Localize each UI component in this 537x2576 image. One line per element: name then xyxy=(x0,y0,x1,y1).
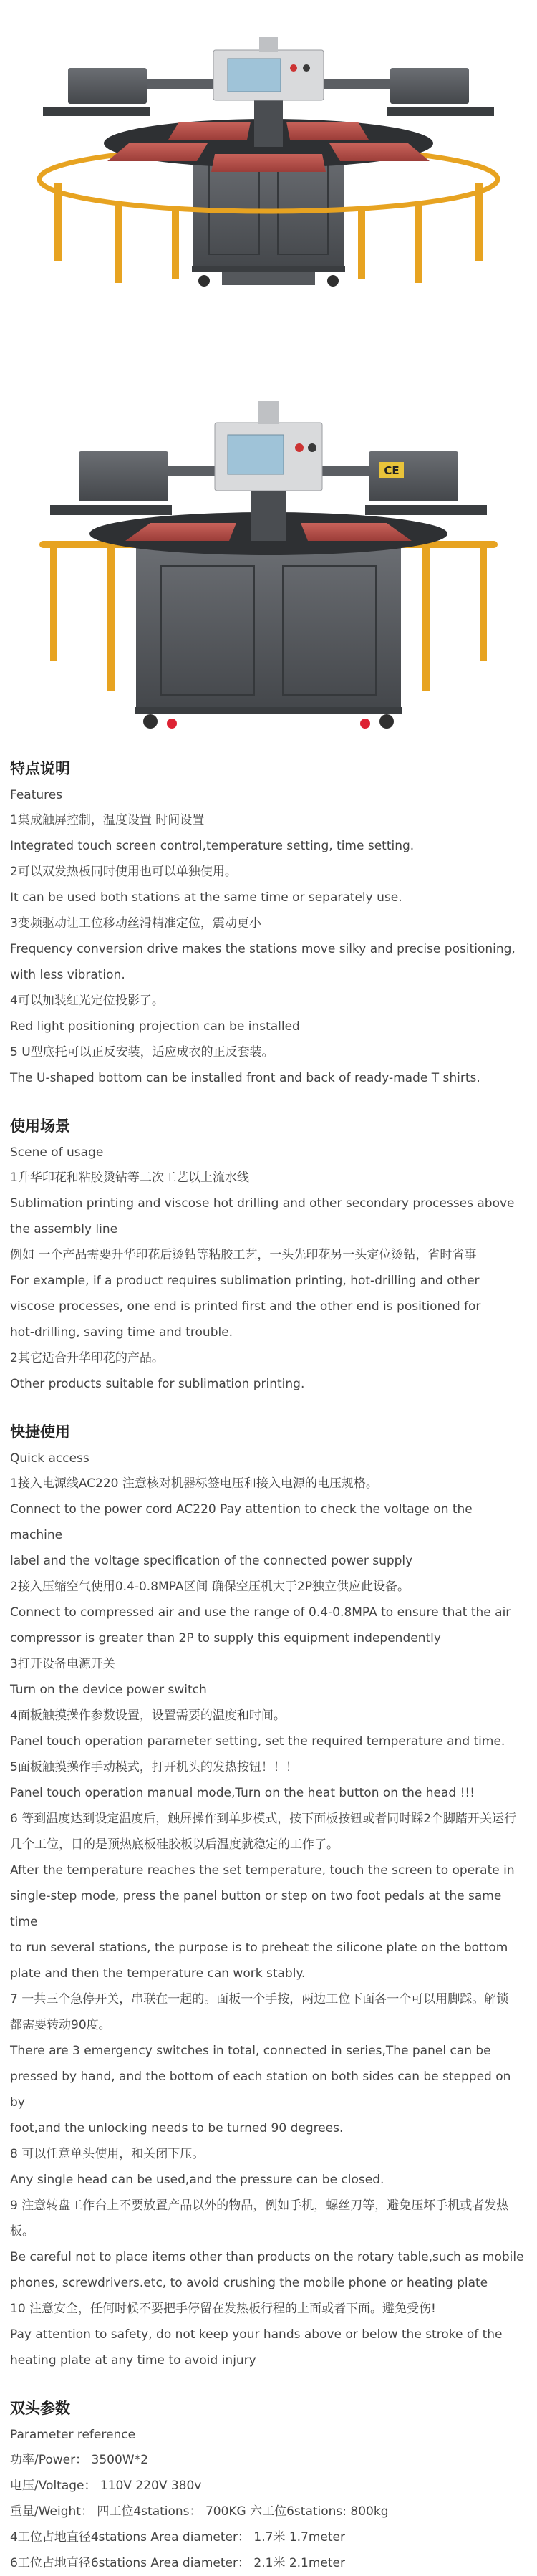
param-area-6stations: 6工位占地直径6stations Area diameter： 2.1米 2.1meter xyxy=(10,2556,345,2570)
text-line: 例如 一个产品需要升华印花后烫钻等粘胶工艺，一头先印花另一头定位烫钻，省时省事 xyxy=(10,1248,477,1262)
text-line: 2其它适合升华印花的产品。 xyxy=(10,1351,164,1365)
text-line: Other products suitable for sublimation printing. xyxy=(10,1377,305,1391)
text-line: Frequency conversion drive makes the stations move silky and precise positioning, xyxy=(10,942,516,956)
section-subtitle: Parameter reference xyxy=(10,2428,136,2442)
text-line: with less vibration. xyxy=(10,968,125,982)
machine-photo-bottom xyxy=(0,369,537,745)
text-line: The U-shaped bottom can be installed front and back of ready-made T shirts. xyxy=(10,1071,480,1085)
text-line: There are 3 emergency switches in total, connected in series,The panel can be xyxy=(10,2044,491,2058)
text-line: After the temperature reaches the set temperature, touch the screen to operate in xyxy=(10,1863,515,1878)
section-title: 特点说明 xyxy=(10,760,70,777)
section-title: 使用场景 xyxy=(10,1118,70,1135)
section-features xyxy=(10,758,527,1091)
text-line: For example, if a product requires sublimation printing, hot-drilling and other xyxy=(10,1274,480,1288)
param-weight: 重量/Weight： 四工位4stations： 700KG 六工位6stations: 800kg xyxy=(10,2504,389,2519)
text-line: 1升华印花和粘胶烫钻等二次工艺以上流水线 xyxy=(10,1171,249,1185)
text-line: phones, screwdrivers.etc, to avoid crushing the mobile phone or heating plate xyxy=(10,2276,488,2290)
param-area-4stations: 4工位占地直径4stations Area diameter： 1.7米 1.7meter xyxy=(10,2530,345,2544)
text-line: Red light positioning projection can be installed xyxy=(10,1019,300,1034)
text-line: It can be used both stations at the same time or separately use. xyxy=(10,890,402,905)
text-line: 1接入电源线AC220 注意核对机器标签电压和接入电源的电压规格。 xyxy=(10,1476,378,1491)
section-title: 双头参数 xyxy=(10,2400,70,2417)
section-parameters xyxy=(10,2398,527,2576)
text-line: Pay attention to safety, do not keep your hands above or below the stroke of the xyxy=(10,2327,503,2342)
text-line: 9 注意转盘工作台上不要放置产品以外的物品，例如手机，螺丝刀等，避免压坏手机或者发热 xyxy=(10,2198,509,2213)
param-power: 功率/Power： 3500W*2 xyxy=(10,2453,148,2467)
text-line: 都需要转动90度。 xyxy=(10,2018,111,2032)
section-subtitle: Quick access xyxy=(10,1451,90,1466)
text-line: 10 注意安全，任何时候不要把手停留在发热板行程的上面或者下面。避免受伤! xyxy=(10,2302,436,2316)
text-line: Sublimation printing and viscose hot drilling and other secondary processes above xyxy=(10,1196,515,1211)
ce-badge: CE xyxy=(384,464,400,477)
param-voltage: 电压/Voltage： 110V 220V 380v xyxy=(10,2479,202,2493)
text-line: Turn on the device power switch xyxy=(10,1683,207,1697)
text-line: 4可以加装红光定位投影了。 xyxy=(10,994,164,1008)
text-line: single-step mode, press the panel button or step on two foot pedals at the same time xyxy=(10,1889,502,1929)
section-scene xyxy=(10,1115,527,1397)
text-line: foot,and the unlocking needs to be turned 90 degrees. xyxy=(10,2121,344,2135)
section-subtitle: Scene of usage xyxy=(10,1145,104,1160)
text-line: 3打开设备电源开关 xyxy=(10,1657,115,1671)
text-line: Integrated touch screen control,temperature setting, time setting. xyxy=(10,839,415,853)
section-quick-access xyxy=(10,1421,527,2373)
text-line: label and the voltage specification of the connected power supply xyxy=(10,1554,413,1568)
text-line: the assembly line xyxy=(10,1222,118,1236)
text-line: Be careful not to place items other than products on the rotary table,such as mobile xyxy=(10,2250,524,2264)
text-line: 板。 xyxy=(10,2224,34,2239)
text-line: heating plate at any time to avoid injury xyxy=(10,2353,256,2368)
spec-content xyxy=(10,758,527,2576)
text-line: 7 一共三个急停开关，串联在一起的。面板一个手按，两边工位下面各一个可以用脚踩。解锁 xyxy=(10,1992,509,2007)
text-line: hot-drilling, saving time and trouble. xyxy=(10,1325,233,1340)
text-line: 1集成触屏控制，温度设置 时间设置 xyxy=(10,813,205,827)
text-line: 4面板触摸操作参数设置，设置需要的温度和时间。 xyxy=(10,1708,286,1723)
text-line: viscose processes, one end is printed first and the other end is positioned for xyxy=(10,1299,481,1314)
machine-photo-top xyxy=(0,0,537,369)
text-line: plate and then the temperature can work stably. xyxy=(10,1966,306,1981)
text-line: compressor is greater than 2P to supply this equipment independently xyxy=(10,1631,441,1645)
text-line: pressed by hand, and the bottom of each station on both sides can be stepped on by xyxy=(10,2070,511,2110)
text-line: 3变频驱动让工位移动丝滑精准定位，震动更小 xyxy=(10,916,261,931)
text-line: 2接入压缩空气使用0.4-0.8MPA区间 确保空压机大于2P独立供应此设备。 xyxy=(10,1580,410,1594)
text-line: Panel touch operation manual mode,Turn on the heat button on the head !!! xyxy=(10,1786,475,1800)
text-line: Connect to compressed air and use the range of 0.4-0.8MPA to ensure that the air xyxy=(10,1605,511,1620)
text-line: to run several stations, the purpose is to preheat the silicone plate on the bottom xyxy=(10,1941,508,1955)
text-line: 6 等到温度达到设定温度后，触屏操作到单步模式，按下面板按钮或者同时踩2个脚踏开关运行 xyxy=(10,1812,517,1826)
section-title: 快捷使用 xyxy=(10,1423,70,1441)
text-line: 5 U型底托可以正反安装，适应成衣的正反套装。 xyxy=(10,1045,274,1059)
text-line: 5面板触摸操作手动模式，打开机头的发热按钮！！！ xyxy=(10,1760,298,1774)
text-line: Any single head can be used,and the pressure can be closed. xyxy=(10,2173,384,2187)
text-line: 2可以双发热板同时使用也可以单独使用。 xyxy=(10,865,237,879)
text-line: Panel touch operation parameter setting, set the required temperature and time. xyxy=(10,1734,505,1749)
text-line: Connect to the power cord AC220 Pay attention to check the voltage on the machine xyxy=(10,1502,473,1542)
section-subtitle: Features xyxy=(10,788,63,802)
text-line: 8 可以任意单头使用，和关闭下压。 xyxy=(10,2147,205,2161)
text-line: 几个工位，目的是预热底板硅胶板以后温度就稳定的工作了。 xyxy=(10,1837,339,1852)
